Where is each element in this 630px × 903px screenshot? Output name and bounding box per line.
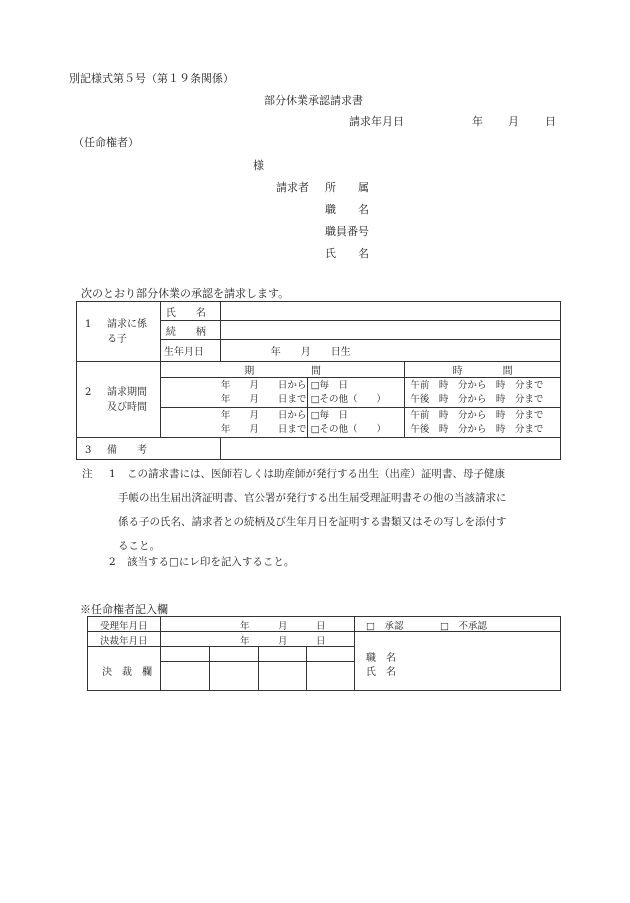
section-1-title-a: 請求に係 (107, 318, 147, 330)
appointer-label: （任命権者） (73, 136, 139, 149)
notes-mark: 注 (82, 468, 93, 480)
section-2-title-a: 請求期間 (107, 386, 147, 398)
other-checkbox-2[interactable]: □その他（ ） (310, 423, 387, 435)
intro-text: 次のとおり部分休業の承認を請求します。 (81, 287, 290, 300)
note-1-line-2: 手帳の出生届出済証明書、官公署が発行する出生届受理証明書その他の当該請求に (118, 492, 507, 504)
requester-label: 請求者 (276, 181, 309, 194)
form-reference: 別記様式第５号（第１９条関係） (69, 72, 234, 85)
am-time-2: 午前 時 分から 時 分まで (410, 409, 544, 421)
date-day: 日 (545, 115, 556, 128)
period-header-a: 期 (244, 366, 255, 377)
am-time-1: 午前 時 分から 時 分まで (410, 379, 544, 391)
section-1-title-b: る子 (107, 333, 127, 345)
approver-name-label: 氏 名 (366, 667, 396, 678)
received-date-label: 受理年月日 (100, 621, 148, 632)
reject-checkbox[interactable]: □ 不承認 (440, 621, 487, 632)
birth-date-field[interactable]: 年 月 日生 (220, 340, 560, 362)
frequency-row-1[interactable] (307, 378, 405, 408)
approver-position-label: 職 名 (366, 653, 396, 664)
request-table (76, 301, 561, 460)
note-2-text: 該当する□にレ印を記入すること。 (127, 556, 295, 568)
child-name-field[interactable] (220, 302, 560, 321)
period-header (160, 362, 405, 378)
time-row-2[interactable] (405, 408, 561, 438)
frequency-row-2[interactable] (307, 408, 405, 438)
period-from-2: 年 月 日から (220, 409, 307, 421)
request-date-label: 請求年月日 (349, 115, 404, 128)
section-2-number: 2 (85, 386, 92, 398)
staff-number-label: 職員番号 (325, 225, 369, 238)
section-3-title: 備 考 (107, 445, 147, 456)
note-1-line-4: ること。 (118, 540, 160, 552)
decision-date-value[interactable]: 年 月 日 (240, 636, 326, 647)
affiliation-label: 所 属 (325, 181, 369, 194)
period-row-2[interactable] (160, 408, 307, 438)
period-from-1: 年 月 日から (220, 379, 307, 391)
time-row-1[interactable] (405, 378, 561, 408)
relation-label: 続 柄 (160, 321, 220, 340)
decision-date-label: 決裁年月日 (100, 636, 148, 647)
section-child (77, 302, 161, 362)
every-day-checkbox-1[interactable]: □毎 日 (310, 379, 349, 391)
date-month: 月 (508, 115, 519, 128)
other-checkbox-1[interactable]: □その他（ ） (310, 393, 387, 405)
period-header-b: 間 (310, 366, 321, 377)
note-2-number: 2 (109, 556, 116, 568)
relation-field[interactable] (220, 321, 560, 340)
decision-column-label: 決 裁 欄 (102, 667, 152, 678)
authority-box (87, 616, 561, 691)
note-1-line-3: 係る子の氏名、請求者との続柄及び生年月日を証明する書類又はその写しを添付す (118, 516, 507, 528)
section-2-title-b: 及び時間 (107, 401, 147, 413)
date-year: 年 (472, 115, 483, 128)
period-to-2: 年 月 日まで (220, 423, 307, 435)
honorific: 様 (253, 159, 264, 172)
section-3-number: 3 (85, 445, 92, 456)
time-header: 時 間 (405, 362, 561, 378)
received-date-value[interactable]: 年 月 日 (240, 621, 326, 632)
every-day-checkbox-2[interactable]: □毎 日 (310, 409, 349, 421)
position-label: 職 名 (325, 203, 369, 216)
form-title: 部分休業承認請求書 (264, 94, 363, 107)
section-period (77, 362, 161, 438)
approve-checkbox[interactable]: □ 承認 (366, 621, 404, 632)
note-1-line-1: この請求書には、医師若しくは助産師が発行する出生（出産）証明書、母子健康 (127, 468, 505, 480)
name-label: 氏 名 (325, 247, 369, 260)
pm-time-1: 午後 時 分から 時 分まで (410, 393, 544, 405)
birth-date-label: 生年月日 (160, 340, 220, 362)
section-remarks (77, 438, 221, 460)
pm-time-2: 午後 時 分から 時 分まで (410, 423, 544, 435)
section-1-number: 1 (85, 318, 92, 330)
period-row-1[interactable] (160, 378, 307, 408)
child-name-label: 氏 名 (160, 302, 220, 321)
authority-title: ※任命権者記入欄 (80, 603, 168, 616)
note-1-number: 1 (109, 468, 116, 480)
remarks-field[interactable] (220, 438, 560, 460)
period-to-1: 年 月 日まで (220, 393, 307, 405)
